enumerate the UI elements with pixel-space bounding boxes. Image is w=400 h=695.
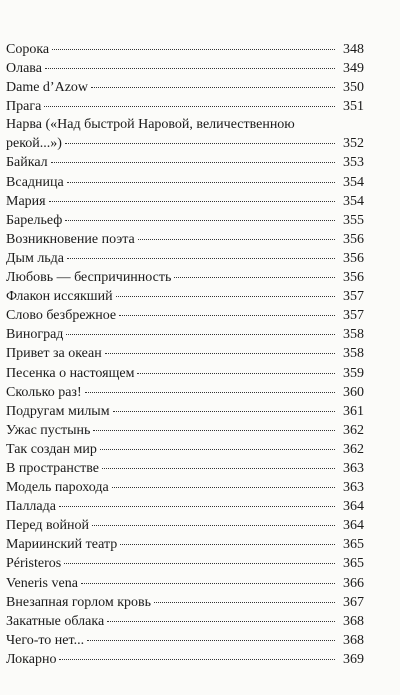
dot-leader — [105, 352, 335, 354]
toc-entry-page: 355 — [343, 212, 364, 228]
toc-entry[interactable] — [6, 593, 364, 612]
dot-leader — [154, 601, 335, 603]
dot-leader — [87, 639, 335, 641]
dot-leader — [119, 314, 335, 316]
dot-leader — [52, 48, 335, 50]
toc-entry-page: 352 — [343, 136, 364, 152]
dot-leader — [67, 181, 335, 183]
toc-entry[interactable] — [6, 78, 364, 97]
toc-entry[interactable] — [6, 478, 364, 497]
toc-entry-page: 369 — [343, 651, 364, 667]
toc-entry-title: Перед войной — [6, 518, 89, 534]
dot-leader — [59, 505, 335, 507]
toc-entry[interactable] — [6, 192, 364, 211]
toc-entry[interactable] — [6, 631, 364, 650]
toc-entry-page: 367 — [343, 594, 364, 610]
toc-entry-title: Прага — [6, 99, 42, 115]
toc-entry-title: Любовь — беспричинность — [6, 270, 172, 286]
toc-entry-title: Нарва («Над быстрой Наровой, величественною — [6, 117, 295, 133]
toc-entry-page: 350 — [343, 80, 364, 96]
toc-entry[interactable] — [6, 211, 364, 230]
toc-entry-page: 358 — [343, 327, 364, 343]
toc-entry-title: Виноград — [6, 327, 64, 343]
dot-leader — [113, 410, 335, 412]
dot-leader — [85, 391, 335, 393]
toc-entry[interactable] — [6, 364, 364, 383]
toc-entry[interactable] — [6, 116, 364, 153]
toc-entry-page: 364 — [343, 499, 364, 515]
toc-entry[interactable] — [6, 268, 364, 287]
toc-entry-page: 365 — [343, 537, 364, 553]
toc-entry-page: 359 — [343, 365, 364, 381]
toc-entry-page: 354 — [343, 193, 364, 209]
toc-entry-title: В пространстве — [6, 460, 99, 476]
toc-entry-title: Олава — [6, 61, 42, 77]
dot-leader — [120, 543, 335, 545]
dot-leader — [116, 295, 335, 297]
toc-entry[interactable] — [6, 574, 364, 593]
toc-entry-page: 363 — [343, 480, 364, 496]
toc-entry-page: 362 — [343, 422, 364, 438]
toc-entry-title-continued: рекой...») — [6, 136, 62, 152]
toc-entry-page: 356 — [343, 231, 364, 247]
toc-entry[interactable] — [6, 612, 364, 631]
toc-entry-title: Ужас пустынь — [6, 422, 91, 438]
dot-leader — [174, 276, 335, 278]
toc-entry[interactable] — [6, 402, 364, 421]
toc-entry-title: Локарно — [6, 651, 57, 667]
toc-entry-page: 357 — [343, 289, 364, 305]
dot-leader — [59, 658, 335, 660]
dot-leader — [44, 105, 335, 107]
toc-entry-title: Сколько раз! — [6, 384, 82, 400]
toc-entry-title: Слово безбрежное — [6, 308, 117, 324]
toc-entry-title: Возникновение поэта — [6, 231, 135, 247]
toc-entry[interactable] — [6, 535, 364, 554]
toc-entry-page: 353 — [343, 155, 364, 171]
toc-entry-title: Veneris vena — [6, 575, 78, 591]
toc-entry[interactable] — [6, 516, 364, 535]
toc-entry-title: Péristeros — [6, 556, 62, 572]
dot-leader — [64, 562, 335, 564]
toc-entry[interactable] — [6, 59, 364, 78]
toc-entry-title: Dame d’Azow — [6, 80, 89, 96]
toc-entry-title: Чего-то нет... — [6, 632, 85, 648]
dot-leader — [51, 161, 335, 163]
toc-entry-title: Внезапная горлом кровь — [6, 594, 151, 610]
toc-entry[interactable] — [6, 650, 364, 669]
toc-entry-page: 351 — [343, 99, 364, 115]
toc-entry-title: Закатные облака — [6, 613, 105, 629]
toc-entry-page: 354 — [343, 174, 364, 190]
dot-leader — [45, 67, 335, 69]
toc-entry-title: Флакон иссякший — [6, 289, 113, 305]
toc-entry[interactable] — [6, 497, 364, 516]
toc-entry[interactable] — [6, 306, 364, 325]
toc-entry-title: Байкал — [6, 155, 48, 171]
toc-entry[interactable] — [6, 173, 364, 192]
toc-entry-page: 349 — [343, 61, 364, 77]
toc-entry-title: Барельеф — [6, 212, 63, 228]
dot-leader — [65, 219, 335, 221]
toc-entry-title: Дым льда — [6, 250, 65, 266]
toc-entry[interactable] — [6, 40, 364, 59]
dot-leader — [93, 429, 335, 431]
toc-entry[interactable] — [6, 344, 364, 363]
toc-entry-page: 357 — [343, 308, 364, 324]
toc-entry[interactable] — [6, 421, 364, 440]
toc-entry-page: 363 — [343, 460, 364, 476]
toc-entry-page: 356 — [343, 250, 364, 266]
toc-entry-title: Паллада — [6, 499, 56, 515]
dot-leader — [107, 620, 335, 622]
toc-entry-title: Сорока — [6, 42, 50, 57]
toc-entry-page: 364 — [343, 518, 364, 534]
dot-leader — [81, 582, 335, 584]
toc-entry-page: 368 — [343, 632, 364, 648]
dot-leader — [65, 142, 335, 144]
toc-entry-title: Мариинский театр — [6, 537, 118, 553]
toc-entry[interactable] — [6, 554, 364, 573]
toc-entry[interactable] — [6, 325, 364, 344]
toc-entry[interactable] — [6, 97, 364, 116]
dot-leader — [66, 333, 335, 335]
toc-entry-title: Всадница — [6, 174, 64, 190]
dot-leader — [138, 238, 335, 240]
toc-entry[interactable] — [6, 383, 364, 402]
toc-entry-page: 348 — [343, 42, 364, 57]
toc-entry-title: Песенка о настоящем — [6, 365, 135, 381]
dot-leader — [100, 448, 335, 450]
dot-leader — [112, 486, 335, 488]
toc-entry[interactable] — [6, 153, 364, 172]
toc-entry-page: 368 — [343, 613, 364, 629]
toc-entry[interactable] — [6, 249, 364, 268]
dot-leader — [49, 200, 335, 202]
toc-entry-title: Модель парохода — [6, 480, 109, 496]
dot-leader — [102, 467, 335, 469]
toc-entry-title: Мария — [6, 193, 46, 209]
dot-leader — [137, 372, 335, 374]
toc-entry-title: Подругам милым — [6, 403, 110, 419]
toc-entry-page: 360 — [343, 384, 364, 400]
dot-leader — [91, 86, 335, 88]
toc-entry-title: Привет за океан — [6, 346, 102, 362]
toc-entry-page: 362 — [343, 441, 364, 457]
toc-entry-page: 366 — [343, 575, 364, 591]
toc-entry-page: 356 — [343, 270, 364, 286]
toc-entry[interactable] — [6, 230, 364, 249]
toc-entry[interactable] — [6, 287, 364, 306]
toc-entry[interactable] — [6, 440, 364, 459]
toc-entry-page: 358 — [343, 346, 364, 362]
dot-leader — [92, 524, 335, 526]
toc-entry[interactable] — [6, 459, 364, 478]
toc-entry-page: 361 — [343, 403, 364, 419]
table-of-contents — [6, 40, 364, 669]
toc-entry-continuation — [6, 134, 364, 153]
dot-leader — [67, 257, 335, 259]
toc-entry-page: 365 — [343, 556, 364, 572]
toc-entry-title: Так создан мир — [6, 441, 97, 457]
